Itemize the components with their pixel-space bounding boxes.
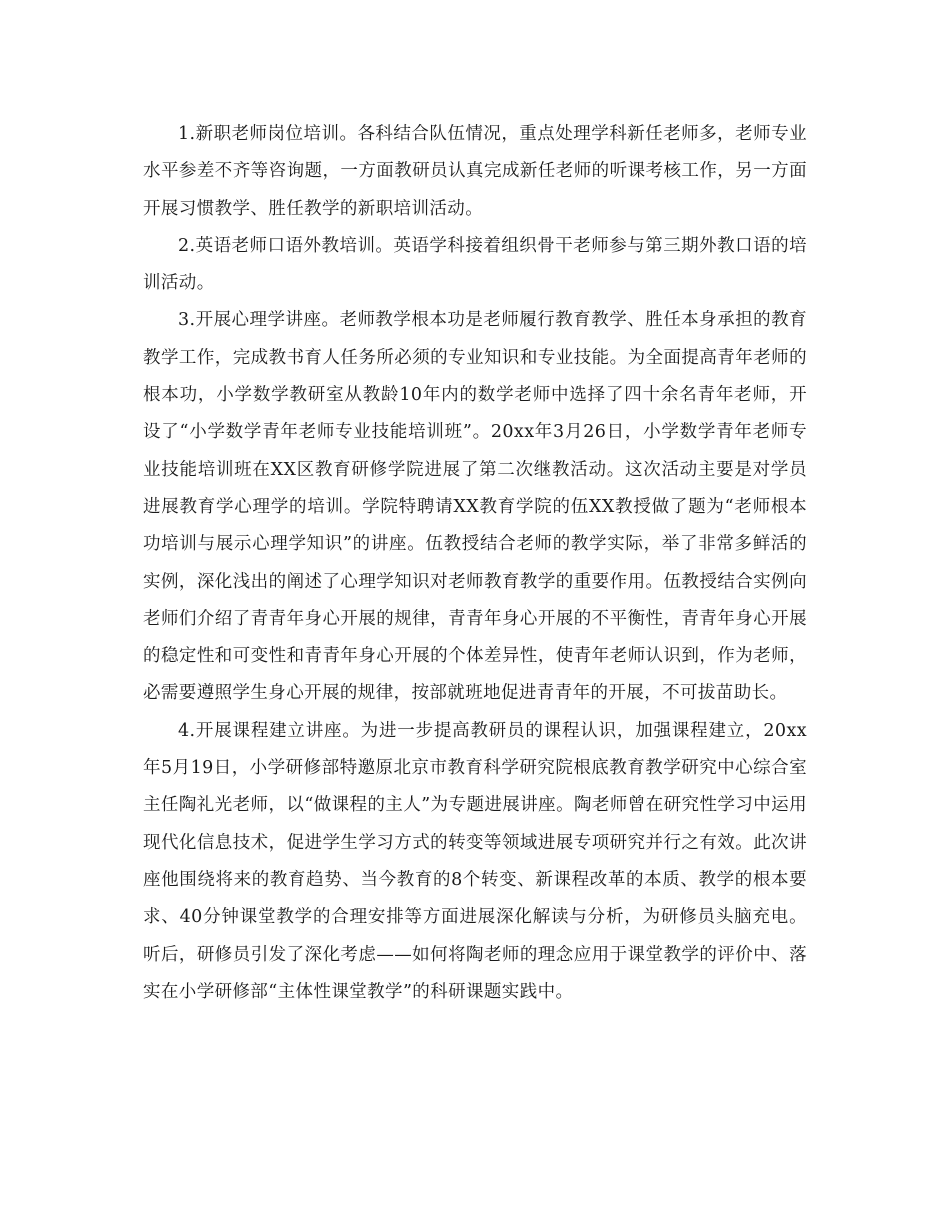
paragraph-psychology-lecture: 3.开展心理学讲座。老师教学根本功是老师履行教育教学、胜任本身承担的教育教学工作，完成教书育人任务所必须的专业知识和专业技能。为全面提高青年老师的根本功，小学数学教研室从教龄10年内的数学老师中选择了四十余名青年老师，开设了“小学数学青年老师专业技能培训班”。20xx年3月26日，小学数学青年老师专业技能培训班在XX区教育研修学院进展了第二次继教活动。这次活动主要是对学员进展教育学心理学的培训。学院特聘请XX教育学院的伍XX教授做了题为“老师根本功培训与展示心理学知识”的讲座。伍教授结合老师的教学实际，举了非常多鲜活的实例，深化浅出的阐述了心理学知识对老师教育教学的重要作用。伍教授结合实例向老师们介绍了青青年身心开展的规律，青青年身心开展的不平衡性，青青年身心开展的稳定性和可变性和青青年身心开展的个体差异性，使青年老师认识到，作为老师，必需要遵照学生身心开展的规律，按部就班地促进青青年的开展，不可拔苗助长。	[143, 310, 807, 704]
paragraph-new-teacher-training: 1.新职老师岗位培训。各科结合队伍情况，重点处理学科新任老师多，老师专业水平参差不齐等咨询题，一方面教研员认真完成新任老师的听课考核工作，另一方面开展习惯教学、胜任教学的新职培训活动。	[143, 124, 807, 219]
document-body	[143, 116, 807, 1011]
paragraph-curriculum-lecture: 4.开展课程建立讲座。为进一步提高教研员的课程认识，加强课程建立，20xx年5月19日，小学研修部特邀原北京市教育科学研究院根底教育教学研究中心综合室主任陶礼光老师，以“做课程的主人”为专题进展讲座。陶老师曾在研究性学习中运用现代化信息技术，促进学生学习方式的转变等领域进展专项研究并行之有效。此次讲座他围绕将来的教育趋势、当今教育的8个转变、新课程改革的本质、教学的根本要求、40分钟课堂教学的合理安排等方面进展深化解读与分析，为研修员头脑充电。听后，研修员引发了深化考虑——如何将陶老师的理念应用于课堂教学的评价中、落实在小学研修部“主体性课堂教学”的科研课题实践中。	[143, 720, 807, 1002]
paragraph-english-oral-training: 2.英语老师口语外教培训。英语学科接着组织骨干老师参与第三期外教口语的培训活动。	[143, 235, 807, 294]
